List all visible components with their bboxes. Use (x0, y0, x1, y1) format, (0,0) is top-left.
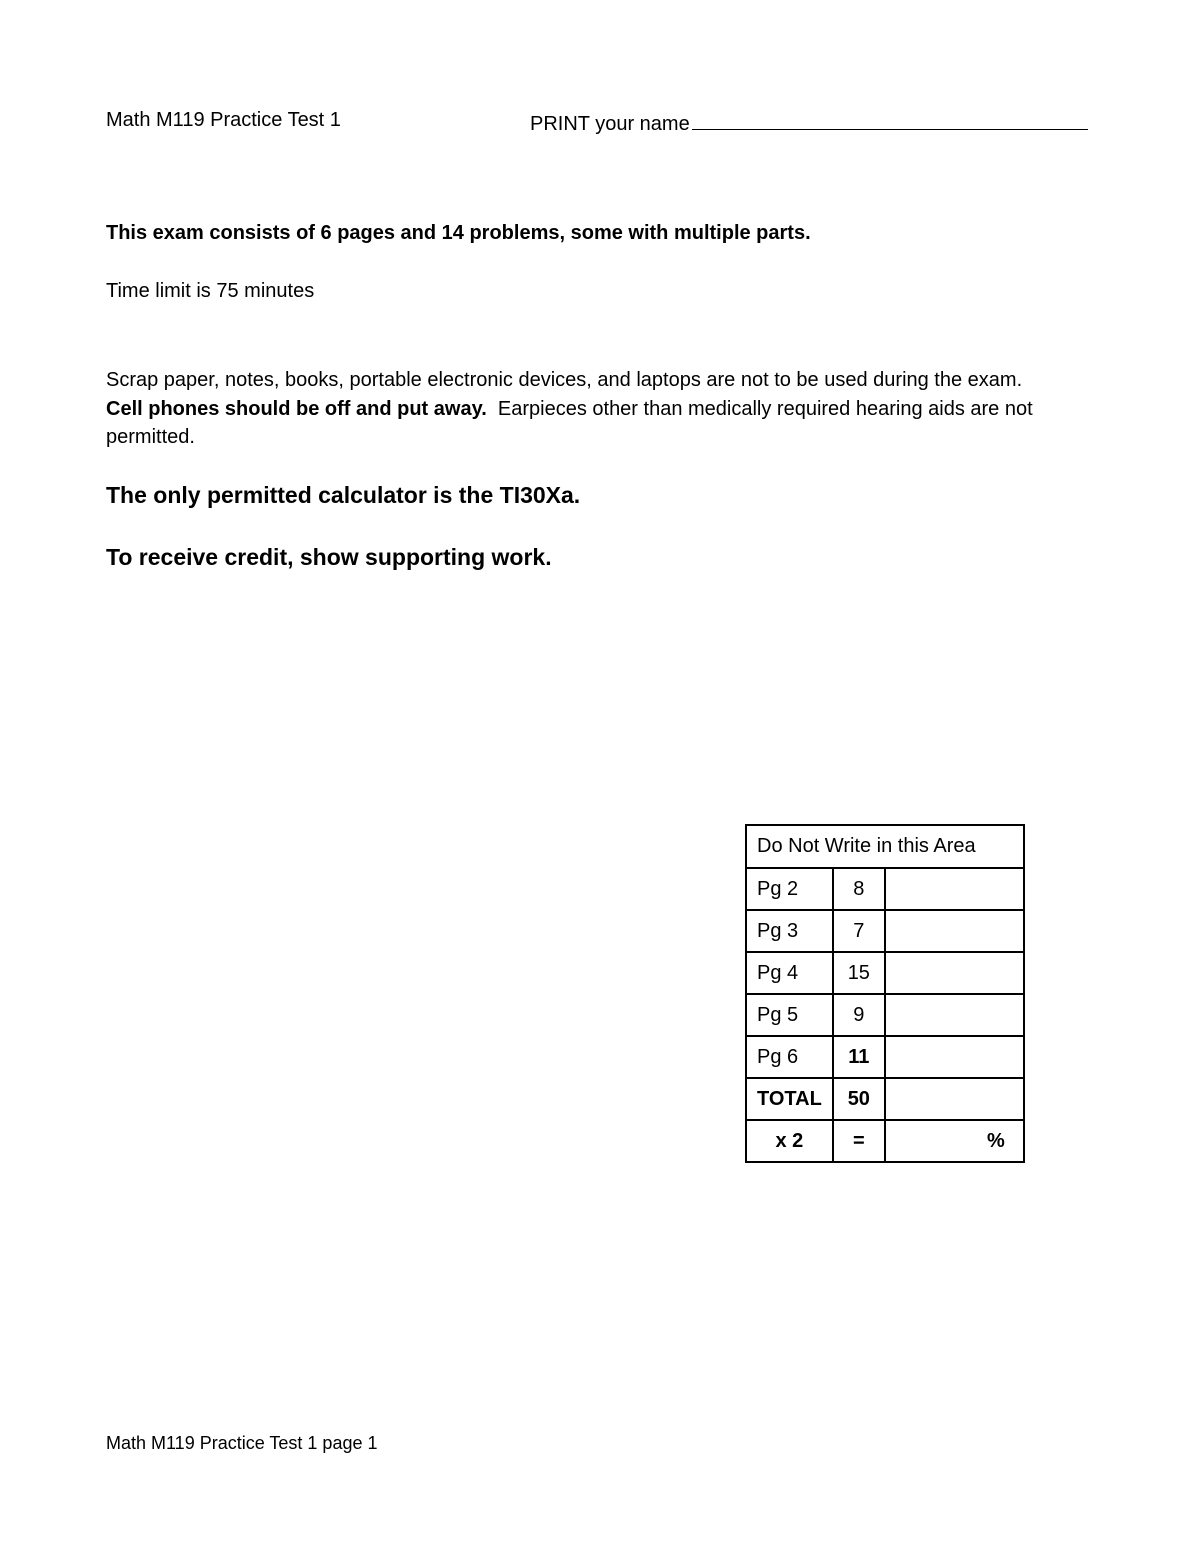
score-cell (885, 1036, 1024, 1078)
page-label: Pg 2 (746, 868, 833, 910)
page-label: Pg 4 (746, 952, 833, 994)
table-row (746, 952, 1024, 994)
page-footer: Math M119 Practice Test 1 page 1 (106, 1433, 378, 1453)
page-points: 11 (833, 1036, 885, 1078)
rules-cell-phones: Cell phones should be off and put away. (106, 397, 487, 420)
total-points: 50 (833, 1078, 885, 1120)
total-score-cell (885, 1078, 1024, 1120)
equals-sign: = (833, 1120, 885, 1162)
table-row (746, 994, 1024, 1036)
score-table (745, 824, 1025, 1163)
name-blank-line[interactable] (692, 109, 1088, 130)
table-row (746, 868, 1024, 910)
score-table-heading: Do Not Write in this Area (746, 825, 1024, 868)
calculator-note: The only permitted calculator is the TI30Xa. (106, 482, 581, 508)
page-title: Math M119 Practice Test 1 (106, 109, 341, 131)
credit-note: To receive credit, show supporting work. (106, 544, 552, 570)
table-row (746, 1036, 1024, 1078)
multiplier: x 2 (746, 1120, 833, 1162)
percent-sign: % (987, 1129, 1005, 1152)
total-label: TOTAL (746, 1078, 833, 1120)
page-label: Pg 3 (746, 910, 833, 952)
score-cell (885, 868, 1024, 910)
total-row (746, 1078, 1024, 1120)
rules-electronics: Scrap paper, notes, books, portable electronic devices, and laptops are not to be used during the exam. (106, 369, 1023, 391)
score-cell (885, 910, 1024, 952)
page-label: Pg 6 (746, 1036, 833, 1078)
exam-rules (106, 366, 1106, 452)
page-points: 7 (833, 910, 885, 952)
name-prompt: PRINT your name (530, 113, 690, 135)
page-points: 8 (833, 868, 885, 910)
score-cell (885, 952, 1024, 994)
page-points: 9 (833, 994, 885, 1036)
page-label: Pg 5 (746, 994, 833, 1036)
percent-row (746, 1120, 1024, 1162)
percent-cell (885, 1120, 1024, 1162)
score-table-heading-row (746, 825, 1024, 868)
name-field[interactable] (530, 109, 1088, 136)
rules-earpieces: Earpieces other than medically required hearing aids are not permitted. (106, 397, 1033, 448)
score-cell (885, 994, 1024, 1036)
page-points: 15 (833, 952, 885, 994)
time-limit: Time limit is 75 minutes (106, 280, 315, 302)
exam-info: This exam consists of 6 pages and 14 problems, some with multiple parts. (106, 222, 811, 244)
table-row (746, 910, 1024, 952)
